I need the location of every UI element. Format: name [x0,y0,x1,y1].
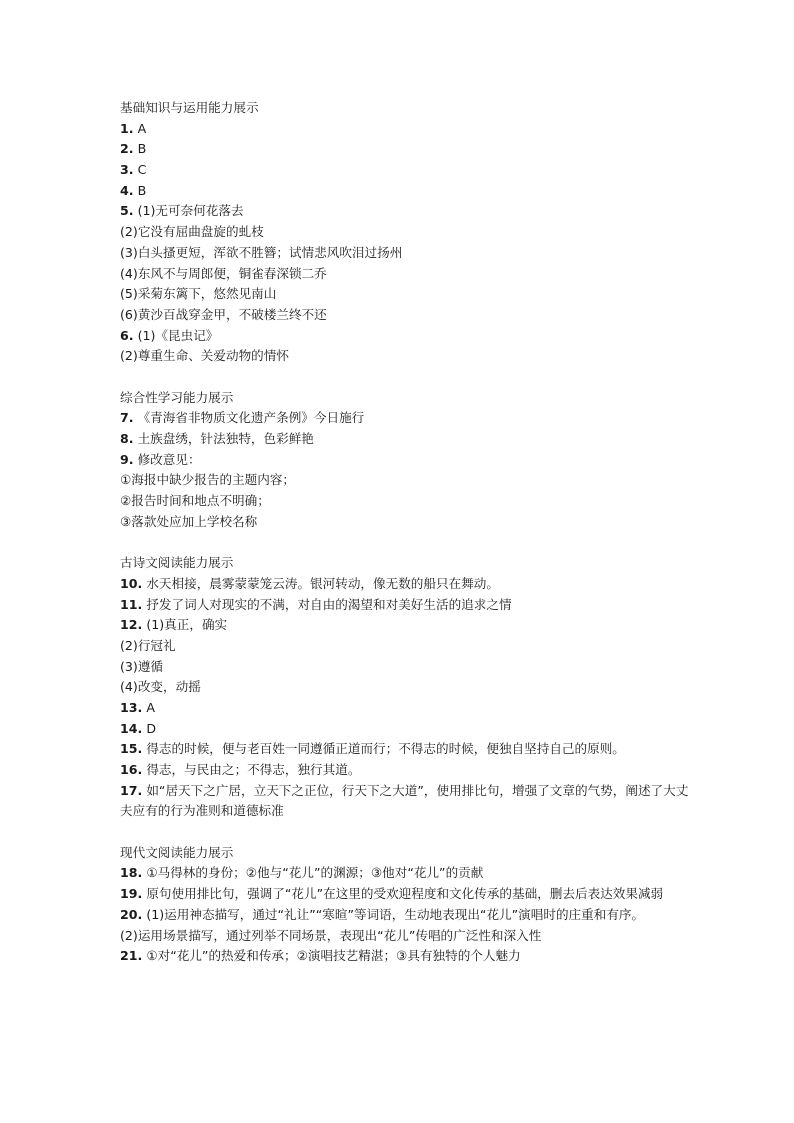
answer-line: 16. 得志，与民由之；不得志，独行其道。 [120,762,361,777]
answer-line: 11. 抒发了词人对现实的不满，对自由的渴望和对美好生活的追求之情 [120,596,512,612]
answer-line: 18. ①马得林的身份；②他与“花儿”的渊源；③他对“花儿”的贡献 [120,865,484,881]
answer-line: (2)行冠礼 [120,637,176,653]
answer-line: 8. 土族盘绣，针法独特，色彩鲜艳 [120,431,314,446]
answer-line: 21. ①对“花儿”的热爱和传承；②演唱技艺精湛；③具有独特的个人魅力 [120,948,521,964]
section-gap [120,822,690,843]
section-gap [120,532,690,553]
answer-line: ②报告时间和地点不明确； [120,493,270,509]
answer-line: ③落款处应加上学校名称 [120,513,258,529]
answer-line: 19. 原句使用排比句，强调了“花儿”在这里的受欢迎程度和文化传承的基础，删去后表达效果减弱 [120,886,664,902]
answer-line: 1. A [120,120,147,136]
answer-line: 5. (1)无可奈何花落去 [120,203,244,219]
answer-line: (5)采菊东篱下，悠然见南山 [120,286,277,302]
answer-line: 12. (1)真正，确实 [120,617,228,633]
section-title: 综合性学习能力展示 [120,389,234,405]
answer-line: 10. 水天相接，晨雾蒙蒙笼云涛。银河转动，像无数的船只在舞动。 [120,575,499,591]
answer-line: 6. (1)《昆虫记》 [120,327,219,343]
answer-line: 4. B [120,182,147,198]
answer-line: (2)运用场景描写，通过列举不同场景，表现出“花儿”传唱的广泛性和深入性 [120,927,542,943]
section-title: 现代文阅读能力展示 [120,844,234,860]
answer-line: 15. 得志的时候，便与老百姓一同遵循正道而行；不得志的时候，便独自坚持自己的原则。 [120,741,625,757]
answer-line: 2. B [120,141,147,157]
answer-line: 14. D [120,720,157,736]
answer-line: 9. 修改意见： [120,451,201,467]
answer-line: (4)改变，动摇 [120,679,201,695]
answer-line: (3)白头搔更短，浑欲不胜簪；试情悲风吹泪过扬州 [120,244,403,260]
section-gap [120,367,690,388]
answer-line: (6)黄沙百战穿金甲，不破楼兰终不还 [120,306,327,322]
answer-line: 13. A [120,699,155,715]
answer-line: ①海报中缺少报告的主题内容； [120,472,296,488]
answer-line: 20. (1)运用神态描写，通过“礼让”“寒暄”等词语，生动地表现出“花儿”演唱时的庄重和有序。 [120,906,645,922]
section-title: 古诗文阅读能力展示 [120,555,234,571]
answer-line: (2)它没有屈曲盘旋的虬枝 [120,224,264,240]
answer-line: 3. C [120,162,147,178]
section-title: 基础知识与运用能力展示 [120,100,259,115]
answer-line: 17. 如“居天下之广居，立天下之正位，行天下之大道”，使用排比句，增强了文章的气势，阐述了大丈夫应有的行为准则和道德标准 [120,782,689,819]
answer-line: (3)遵循 [120,658,164,674]
answer-line: (4)东风不与周郎便，铜雀春深锁二乔 [120,265,327,281]
answer-line: 7. 《青海省非物质文化遗产条例》今日施行 [120,410,365,426]
answer-line: (2)尊重生命、关爱动物的情怀 [120,348,289,364]
answer-document [120,98,690,967]
